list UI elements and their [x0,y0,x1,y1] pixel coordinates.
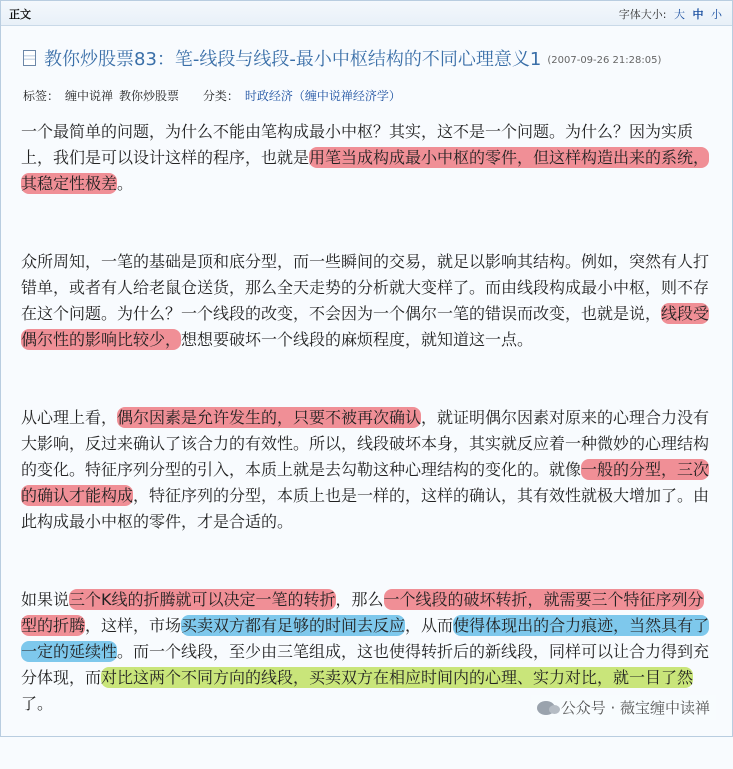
paragraph-text: 从心理上看， [21,408,118,427]
paragraph-text: ，从而 [405,616,454,635]
highlighted-text: 偶尔因素是允许发生的，只要不被再次确认 [117,408,422,427]
watermark-text: 公众号 · 薇宝缠中读禅 [560,699,710,717]
paragraph-text: 想想要破坏一个线段的麻烦程度，就知道这一点。 [181,330,534,349]
highlighted-text: 用笔当成构成最小中枢的零件，但这样构造出来的系统，其稳定性极差 [21,148,710,193]
paragraph-text: 众所周知，一笔的基础是顶和底分型，而一些瞬间的交易，就足以影响其结构。例如，突然有人打错单，或者有人给老鼠仓送货，那么全天走势的分析就大变样了。而由线段构成最小中枢，则不存在这个问题。为什么？一个线段的改变，不会因为一个偶尔一笔的错误而改变，也就是说， [21,252,710,323]
post-title-row [23,45,661,71]
font-size-label: 字体大小: [618,8,667,21]
highlighted-text: 买卖双方都有足够的时间去反应 [181,616,406,635]
highlighted-text: 使得体现出的合力痕迹，当然具有了一定的延续性 [21,616,710,661]
post-meta [23,87,407,104]
post-title: 教你炒股票83：笔-线段与线段-最小中枢结构的不同心理意义1 [44,49,542,70]
paragraph-text: 了。 [21,694,54,713]
article-paragraph [21,405,717,535]
paragraph-text: 。而一个线段，至少由三笔组成，这也使得转折后的新线段，同样可以让合力得到充分体现，而 [21,642,710,687]
highlighted-text: 线段受偶尔性的影响比较少， [21,304,710,349]
tag-link[interactable]: 教你炒股票 [119,89,180,103]
font-size-medium-link[interactable]: 中 [692,8,704,21]
post-timestamp: (2007-09-26 21:28:05) [547,55,662,66]
paragraph-text: ，就证明偶尔因素对原来的心理合力没有大影响，反过来确认了该合力的有效性。所以，线段破坏本身，其实就反应着一种微妙的心理结构的变化。特征序列分型的引入，本质上就是去勾勒这种心理结构的变化的。就像 [21,408,710,479]
section-label: 正文 [9,8,31,21]
document-icon [23,50,36,66]
paragraph-text: ，特征序列的分型，本质上也是一样的，这样的确认，其有效性就极大增加了。由此构成最小中枢的零件，才是合适的。 [21,486,710,531]
paragraph-text: ，那么 [335,590,384,609]
highlighted-text: 三个K线的折腾就可以决定一笔的转折 [69,590,336,609]
paragraph-text: 如果说 [21,590,70,609]
paragraph-text: 一个最简单的问题，为什么不能由笔构成最小中枢？其实，这不是一个问题。为什么？因为实质上，我们是可以设计这样的程序，也就是 [21,122,694,167]
highlighted-text: 一般的分型，三次的确认才能构成 [21,460,710,505]
watermark [531,695,716,720]
font-size-large-link[interactable]: 大 [674,8,685,21]
article-paragraph [21,119,717,197]
paragraph-text: ，这样，市场 [85,616,182,635]
tags-label: 标签： [23,89,60,103]
highlighted-text: 一个线段的破坏转折，就需要三个特征序列分型的折腾 [21,590,704,635]
category-link[interactable]: 时政经济（缠中说禅经济学） [244,89,401,103]
category-label: 分类： [202,89,239,103]
article-body [21,119,717,769]
highlighted-text: 对比这两个不同方向的线段，买卖双方在相应时间内的心理、实力对比，就一目了然 [101,668,694,687]
paragraph-text: 。 [117,174,134,193]
top-bar [1,1,732,26]
tag-link[interactable]: 缠中说禅 [65,89,114,103]
wechat-icon [537,701,555,715]
article-paragraph [21,249,717,353]
font-size-selector [615,6,722,22]
font-size-small-link[interactable]: 小 [711,8,722,21]
